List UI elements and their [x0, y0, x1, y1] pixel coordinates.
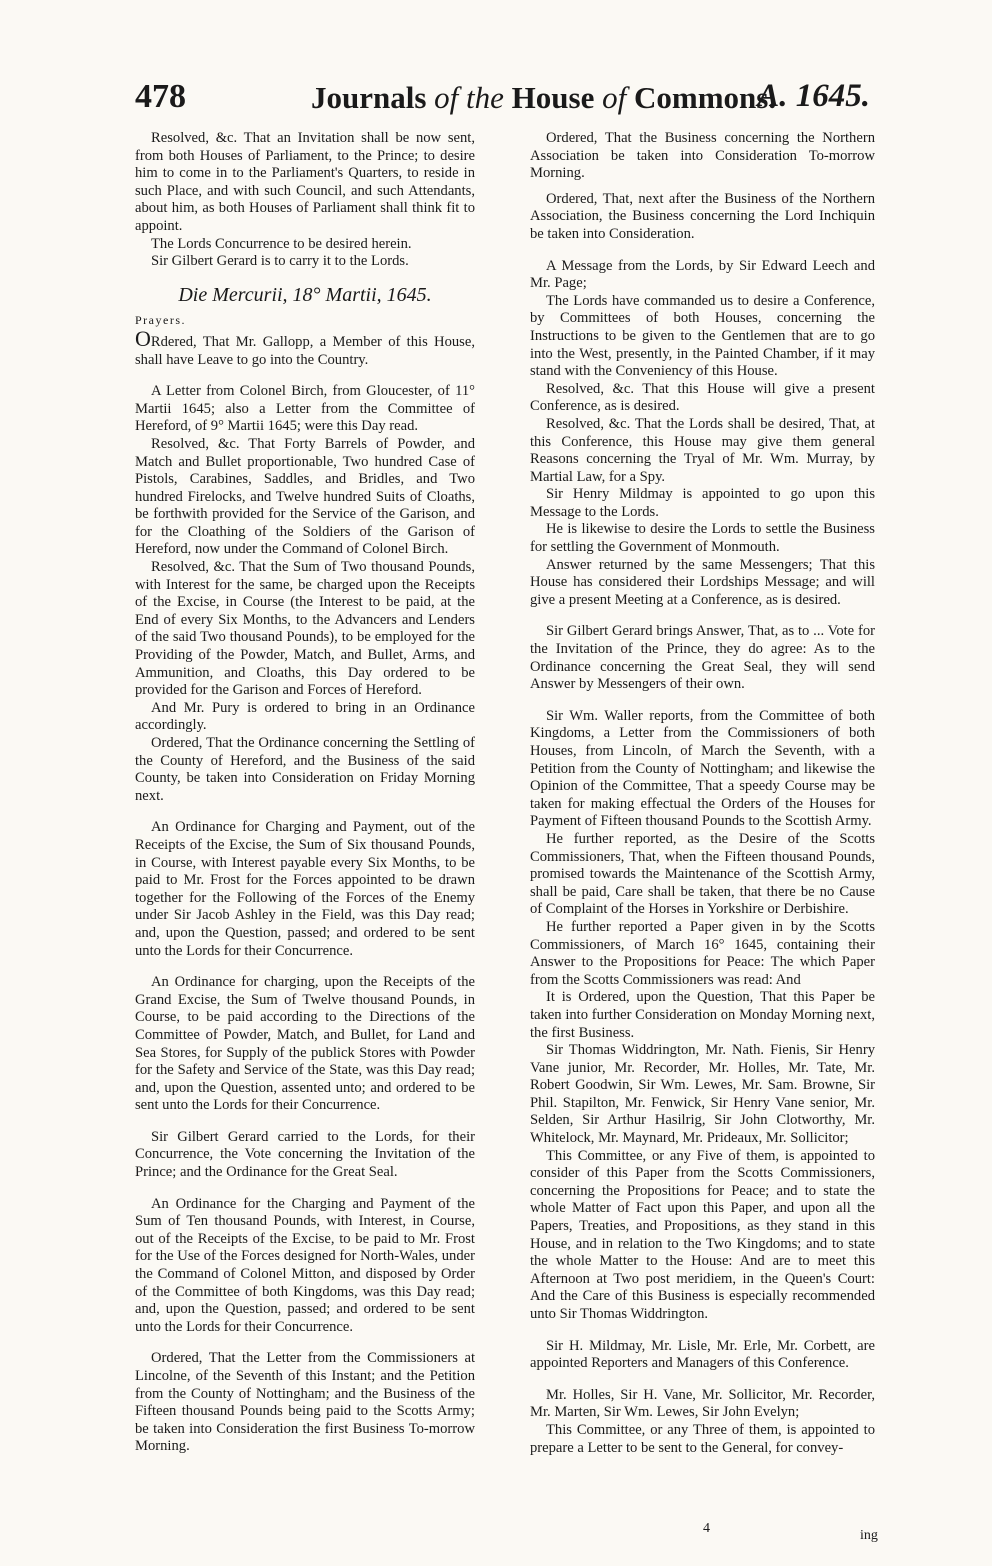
paragraph: Sir Wm. Waller reports, from the Committee of both Kingdoms, a Letter from the Commissioners of both Houses, from Lincoln, of March the Seventh, with a Petition from the County of Nottingham; and likewise the Opinion of the Committee, That a speedy Course may be taken for making effectual the Orders of the Houses for Payment of Fifteen thousand Pounds to the Scottish Army. [530, 707, 875, 830]
paragraph: Answer returned by the same Messengers; That this House has considered their Lordships Message; and will give a present Meeting at a Conference, as is desired. [530, 556, 875, 608]
prayers-label: Prayers. [135, 313, 186, 328]
paragraph: Sir Gilbert Gerard carried to the Lords, for their Concurrence, the Vote concerning the Invitation of the Prince; and the Ordinance for the Great Seal. [135, 1128, 475, 1181]
running-header [135, 78, 870, 122]
page-number: 478 [135, 78, 186, 115]
paragraph: A Message from the Lords, by Sir Edward Leech and Mr. Page; [530, 257, 875, 292]
title-the: the [466, 80, 504, 115]
right-column [530, 130, 875, 1457]
paragraph: An Ordinance for the Charging and Payment of the Sum of Ten thousand Pounds, with Interest, in Course, out of the Receipts of the Excise, to be paid to Mr. Frost for the Use of the Forces designed for North-Wales, under the Command of Colonel Mitton, and disposed by Order of the Committee of both Kingdoms, was this Day read; and, upon the Question, passed; and ordered to be sent unto the Lords for their Concurrence. [135, 1195, 475, 1335]
paragraph: Resolved, &c. That the Lords shall be desired, That, at this Conference, this House may give them general Reasons concerning the Tryal of Mr. Wm. Murray, by Martial Law, for a Spy. [530, 415, 875, 485]
catchword: ing [860, 1528, 878, 1543]
paragraph: He is likewise to desire the Lords to settle the Business for settling the Government of Monmouth. [530, 521, 875, 556]
paragraph: This Committee, or any Three of them, is appointed to prepare a Letter to be sent to the General, for convey- [530, 1421, 875, 1456]
paragraph: Sir Gilbert Gerard is to carry it to the Lords. [151, 253, 409, 270]
paragraph: Ordered, That the Letter from the Commissioners at Lincolne, of the Seventh of this Instant; and the Petition from the County of Nottingham; and the Business of the Fifteen thousand Pounds being paid to the Scotts Army; be taken into Consideration the first Business To-morrow Morning. [135, 1350, 475, 1455]
paragraph: Mr. Holles, Sir H. Vane, Mr. Sollicitor, Mr. Recorder, Mr. Marten, Sir Wm. Lewes, Sir John Evelyn; [530, 1386, 875, 1421]
paragraph [135, 325, 475, 369]
drop-cap: O [135, 325, 151, 351]
paragraph: The Lords Concurrence to be desired herein. [151, 235, 412, 252]
paragraph: An Ordinance for Charging and Payment, out of the Receipts of the Excise, the Sum of Six thousand Pounds, in Course, with Interest payable every Six Months, to be paid to Mr. Frost for the Forces appointed to be drawn together for the Following of the Forces of the Enemy under Sir Jacob Ashley in the Field, was this Day read; and, upon the Question, passed; and ordered to be sent unto the Lords for their Concurrence. [135, 819, 475, 959]
paragraph: Resolved, &c. That Forty Barrels of Powder, and Match and Bullet proportionable, Two hundred Case of Pistols, Carabines, Saddles, and Bridles, and Two hundred Firelocks, and Twelve hundred Suits of Cloaths, be forthwith provided for the Service of the Garison, and for the Cloathing of the Soldiers of the Garison of Hereford, now under the Command of Colonel Birch. [135, 435, 475, 558]
paragraph: Sir Henry Mildmay is appointed to go upon this Message to the Lords. [530, 486, 875, 520]
day-heading: Die Mercurii, 18° Martii, 1645. [178, 283, 432, 306]
title-journals: Journals [311, 80, 427, 115]
paragraph: Resolved, &c. That an Invitation shall be now sent, from both Houses of Parliament, to the Prince; to desire him to come in to the Parliament's Quarters, to reside in such Place, and with such Council, and such Attendants, about him, as both Houses of Parliament shall think fit to appoint. [135, 130, 475, 234]
paragraph: He further reported a Paper given in by the Scotts Commissioners, of March 16° 1645, containing their Answer to the Propositions for Peace: The which Paper from the Scotts Commissioners was read: And [530, 918, 875, 988]
paragraph-text: Rdered, That Mr. Gallopp, a Member of this House, shall have Leave to go into the Country. [135, 333, 475, 368]
title-commons: Commons. [633, 80, 777, 115]
paragraph: Ordered, That, next after the Business of the Northern Association, the Business concerning the Lord Inchiquin be taken into Consideration. [530, 190, 875, 242]
paragraph: Ordered, That the Ordinance concerning the Settling of the County of Hereford, and the Business of the said County, be taken into Consideration on Friday Morning next. [135, 735, 475, 804]
title-house: House [511, 80, 595, 115]
left-column [135, 130, 475, 1456]
title-of-2: of [602, 80, 627, 115]
paragraph: Sir H. Mildmay, Mr. Lisle, Mr. Erle, Mr. Corbett, are appointed Reporters and Managers of this Conference. [530, 1337, 875, 1372]
paragraph: It is Ordered, upon the Question, That this Paper be taken into further Consideration on Monday Morning next, the first Business. [530, 989, 875, 1041]
paragraph: This Committee, or any Five of them, is appointed to consider of this Paper from the Scotts Commissioners, concerning the Propositions for Peace; and to state the whole Matter of Fact upon this Paper, and upon all the Papers, Treaties, and Propositions, as they stand in this House, and in relation to the Two Kingdoms; and to state the whole Matter to the House: And are to meet this Afternoon at Two post meridiem, in the Queen's Court: And the Care of this Business is especially recommended unto Sir Thomas Widdrington. [530, 1147, 875, 1322]
paragraph: He further reported, as the Desire of the Scotts Commissioners, That, when the Fifteen thousand Pounds, promised towards the Maintenance of the Scottish Army, shall be paid, Care shall be taken, that there be no Cause of Complaint of the Horses in Yorkshire or Derbishire. [530, 830, 875, 918]
paragraph: And Mr. Pury is ordered to bring in an Ordinance accordingly. [135, 699, 475, 734]
paragraph: Sir Gilbert Gerard brings Answer, That, as to ... Vote for the Invitation of the Prince, they do agree: As to the Ordinance concerning the Great Seal, they will send Answer by Messengers of their own. [530, 623, 875, 693]
title-of: of [434, 80, 459, 115]
paragraph: Sir Thomas Widdrington, Mr. Nath. Fienis, Sir Henry Vane junior, Mr. Recorder, Mr. Holles, Mr. Tate, Mr. Robert Goodwin, Sir Wm. Lewes, Mr. Sam. Browne, Sir Phil. Stapilton, Mr. Fenwick, Sir Henry Vane senior, Mr. Selden, Sir Arthur Hasilrig, Sir John Clotworthy, Mr. Whitelock, Mr. Maynard, Mr. Prideaux, Mr. Sollicitor; [530, 1042, 875, 1147]
paragraph: A Letter from Colonel Birch, from Gloucester, of 11° Martii 1645; also a Letter from the Committee of Hereford, of 9° Martii 1645; were this Day read. [135, 383, 475, 435]
paragraph: Resolved, &c. That the Sum of Two thousand Pounds, with Interest for the same, be charged upon the Receipts of the Excise, in Course (the Interest to be paid, at the End of every Six Months, to the Advancers and Lenders of the said Two thousand Pounds), to be employed for the Providing of the Powder, Match, and Bullet, Arms, and Ammunition, and Cloaths, this Day ordered to be provided for the Garison and Forces of Hereford. [135, 559, 475, 699]
paragraph: Ordered, That the Business concerning the Northern Association be taken into Consideration To-morrow Morning. [530, 130, 875, 182]
running-title [311, 80, 776, 116]
signature-mark: 4 [703, 1521, 710, 1536]
paragraph: An Ordinance for charging, upon the Receipts of the Grand Excise, the Sum of Twelve thousand Pounds, in Course, to be paid according to the Directions of the Committee of Powder, Match, and Bullet, for Land and Sea Stores, for Supply of the publick Stores with Powder for the Safety and Service of the State, was this Day read; and, upon the Question, assented unto; and ordered to be sent unto the Lords for their Concurrence. [135, 974, 475, 1114]
paragraph: Resolved, &c. That this House will give a present Conference, as is desired. [530, 380, 875, 415]
paragraph: The Lords have commanded us to desire a Conference, by Committees of both Houses, concerning the Instructions to be given to the Gentlemen that are to go into the West, presently, in the Painted Chamber, if it may stand with the Conveniency of this House. [530, 292, 875, 380]
page-year: A. 1645. [757, 78, 870, 114]
